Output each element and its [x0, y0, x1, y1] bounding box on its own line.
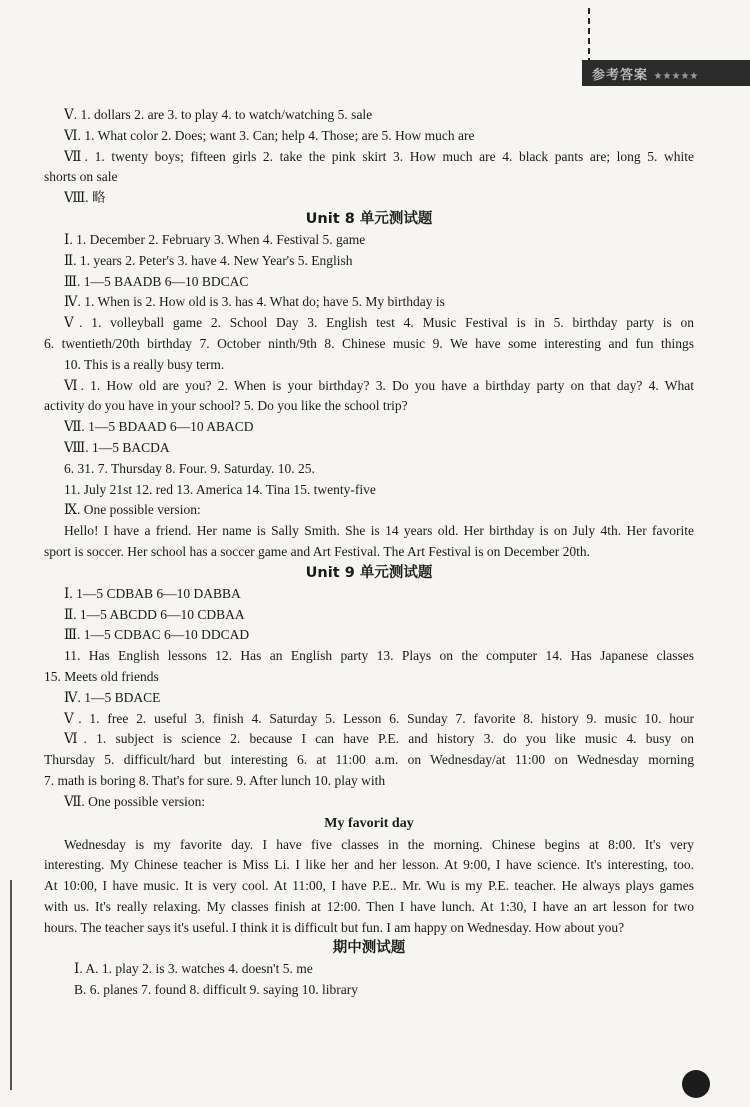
essay-title: My favorit day — [324, 815, 414, 831]
answer-line: Ⅱ. 1. years 2. Peter's 3. have 4. New Year's 5. English — [64, 252, 353, 268]
section-heading: Unit 9 单元测试题 — [305, 564, 433, 581]
answer-line: Ⅴ. 1. dollars 2. are 3. to play 4. to watch/watching 5. sale — [64, 107, 373, 122]
answer-line: Ⅶ. 1. twenty boys; fifteen girls 2. take the pink skirt 3. How much are 4. black pants are; long 5. white — [64, 148, 694, 164]
answer-line: 7. math is boring 8. That's for sure. 9. After lunch 10. play with — [44, 772, 386, 788]
answer-line: Ⅶ. 1—5 BDAAD 6—10 ABACD — [64, 419, 254, 435]
page-corner-mark — [682, 1070, 710, 1098]
answer-line: sport is soccer. Her school has a soccer game and Art Festival. The Art Festival is on December 20th. — [44, 543, 590, 559]
answer-line: Ⅵ. 1. How old are you? 2. When is your birthday? 3. Do you have a birthday party on that day? 4. What — [64, 377, 694, 393]
answer-line: activity do you have in your school? 5. Do you like the school trip? — [44, 398, 408, 414]
banner-title-text: 参考答案 — [592, 68, 649, 83]
answer-line: Ⅵ. 1. What color 2. Does; want 3. Can; help 4. Those; are 5. How much are — [64, 127, 475, 143]
answer-line: with us. It's really relaxing. My classes finish at 12:00. Then I have lunch. At 1:30, I have an art lesson for two — [44, 898, 694, 914]
answer-line: Ⅷ. 略 — [64, 190, 106, 206]
answer-line: B. 6. planes 7. found 8. difficult 9. saying 10. library — [74, 982, 358, 998]
answer-line: 11. July 21st 12. red 13. America 14. Tina 15. twenty-five — [64, 481, 376, 497]
answer-line: Ⅳ. 1. When is 2. How old is 3. has 4. What do; have 5. My birthday is — [64, 294, 445, 310]
section-banner — [582, 60, 750, 86]
answer-line: Ⅸ. One possible version: — [64, 502, 201, 518]
section-heading: 期中测试题 — [332, 940, 406, 957]
answer-line: Ⅴ. 1. volleyball game 2. School Day 3. English test 4. Music Festival is in 5. birthday party is on — [64, 315, 694, 331]
answer-line: 10. This is a really busy term. — [64, 356, 225, 372]
answer-line: Ⅳ. 1—5 BDACE — [64, 689, 161, 705]
answer-line: Ⅰ. 1—5 CDBAB 6—10 DABBA — [64, 585, 241, 601]
section-heading: Unit 8 单元测试题 — [305, 210, 433, 227]
answer-line: Hello! I have a friend. Her name is Sally Smith. She is 14 years old. Her birthday is on July 4th. Her favorite — [64, 523, 694, 539]
banner-stars-icon: ★★★★★ — [653, 71, 699, 82]
answer-line: At 10:00, I have music. It is very cool. At 11:00, I have P.E.. Mr. Wu is my P.E. teacher. He always plays games — [44, 878, 694, 894]
answer-line: Ⅰ. 1. December 2. February 3. When 4. Festival 5. game — [64, 231, 366, 247]
answer-line: Ⅴ. 1. free 2. useful 3. finish 4. Saturday 5. Lesson 6. Sunday 7. favorite 8. history 9. music 10. hour — [64, 710, 694, 726]
answer-line: Ⅰ. A. 1. play 2. is 3. watches 4. doesn't 5. me — [74, 961, 313, 977]
answer-line: 6. 31. 7. Thursday 8. Four. 9. Saturday. 10. 25. — [64, 460, 315, 476]
answer-line: Ⅲ. 1—5 CDBAC 6—10 DDCAD — [64, 627, 250, 643]
answer-line: 15. Meets old friends — [44, 668, 159, 684]
answer-content — [44, 105, 694, 1001]
header-dashed-rule — [588, 8, 590, 64]
answer-line: shorts on sale — [44, 169, 118, 185]
answer-line: hours. The teacher says it's useful. I think it is difficult but fun. I am happy on Wednesday. How about you? — [44, 919, 625, 935]
answer-line: Ⅵ. 1. subject is science 2. because I can have P.E. and history 3. do you like music 4. busy on — [64, 731, 694, 747]
answer-line: 11. Has English lessons 12. Has an English party 13. Plays on the computer 14. Has Japanese classes — [64, 648, 694, 664]
answer-line: interesting. My Chinese teacher is Miss Li. I like her and her lesson. At 9:00, I have science. It's interesting, too. — [44, 857, 694, 873]
answer-line: Thursday 5. difficult/hard but interesting 6. at 11:00 a.m. on Wednesday/at 11:00 on Wednesday morning — [44, 752, 694, 768]
answer-line: Ⅲ. 1—5 BAADB 6—10 BDCAC — [64, 273, 249, 289]
margin-rule — [10, 880, 12, 1090]
banner-title — [592, 64, 698, 83]
answer-line: Wednesday is my favorite day. I have five classes in the morning. Chinese begins at 8:00. It's very — [64, 836, 694, 852]
answer-line: Ⅱ. 1—5 ABCDD 6—10 CDBAA — [64, 606, 245, 622]
answer-line: Ⅷ. 1—5 BACDA — [64, 439, 170, 455]
answer-line: 6. twentieth/20th birthday 7. October ninth/9th 8. Chinese music 9. We have some interesting and fun things — [44, 335, 694, 351]
answer-line: Ⅶ. One possible version: — [64, 793, 206, 809]
